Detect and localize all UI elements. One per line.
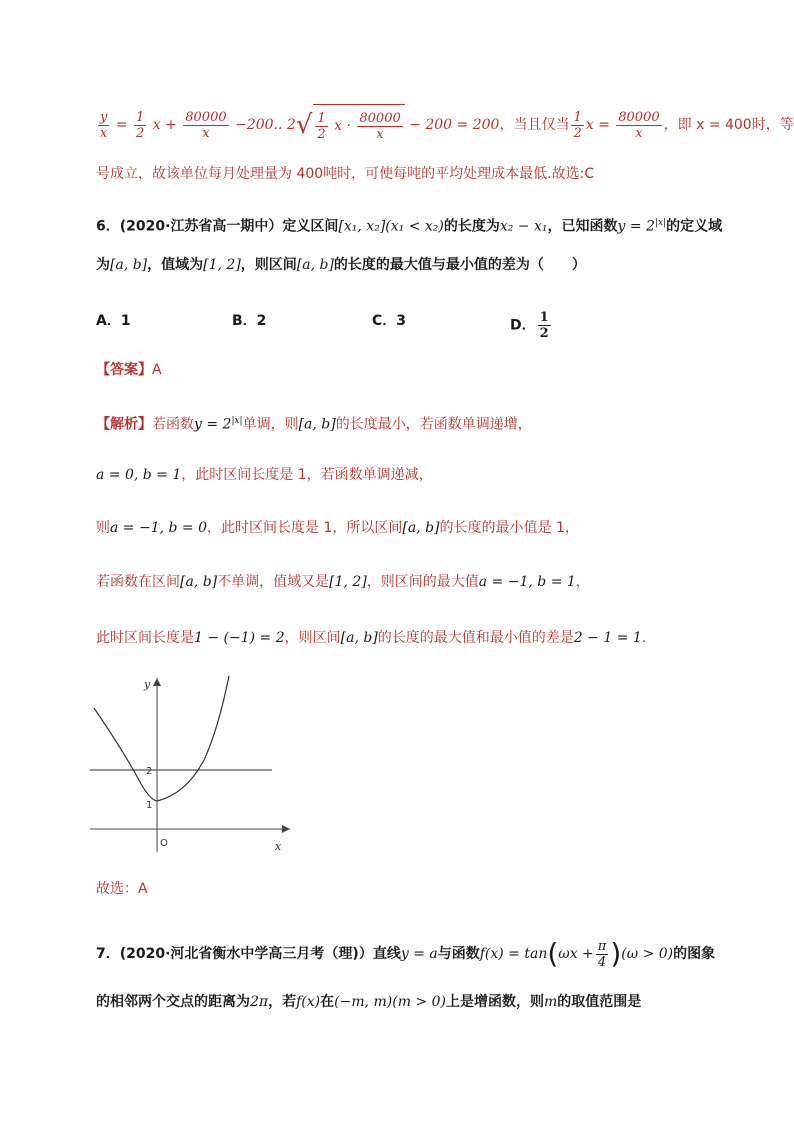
math-text: (x₁ < x₂) (385, 218, 444, 235)
text: 的长度的最大值和最小值的差是 (377, 630, 574, 646)
math-text: x = (585, 117, 610, 133)
text: 不单调，值域又是 (217, 574, 330, 590)
text: ，此时区间长度是 1，若函数单调递减， (181, 467, 433, 483)
paren-left: ( (547, 937, 559, 970)
text: ，则区间 (284, 630, 341, 646)
math-text: x + (152, 117, 177, 133)
text: 在 (320, 994, 335, 1010)
text: ，即 x = 400时，等 (663, 117, 794, 133)
text: 此时区间长度是 (96, 630, 194, 646)
math-text: [a, b] (402, 520, 440, 536)
text: ，则区间 (240, 257, 297, 273)
text: D． (510, 317, 536, 334)
math-text: [a, b] (298, 416, 336, 433)
x-axis-arrow (282, 825, 290, 833)
question7-stem-line2 (96, 992, 641, 1012)
math-text: (−m, m)(m > 0) (334, 994, 446, 1010)
analysis-line2 (96, 465, 433, 485)
analysis-line4 (96, 572, 590, 592)
text: 的图象 (673, 946, 716, 962)
math-text: a = −1, b = 1 (478, 574, 576, 590)
text: 单调，则 (242, 416, 299, 433)
analysis-line5 (96, 628, 646, 648)
paren-right: ) (610, 937, 622, 970)
fraction: $\frac{y}{x}$ (100, 109, 108, 141)
solution5-formula-line (96, 104, 794, 144)
fraction: $\frac{\pi}{4}$ (597, 938, 607, 970)
option-b: B．2 (232, 313, 267, 329)
math-text: .. (273, 117, 283, 133)
answer-value: A (152, 362, 162, 378)
math-text: 2 − 1 = 1 (573, 630, 642, 646)
math-text: |x| (654, 218, 667, 228)
sqrt-sign: √ (295, 110, 313, 140)
math-text: [1, 2] (203, 257, 241, 273)
math-text: y = a (400, 946, 438, 962)
math-text: ωx + (558, 946, 594, 962)
math-text: x · (334, 118, 351, 134)
text: 的长度的最大值与最小值的差为（ ） (333, 257, 586, 273)
text: ，则区间的最大值 (366, 574, 479, 590)
text: 的长度为 (443, 218, 500, 235)
function-graph (90, 672, 300, 858)
math-text: [a, b] (110, 257, 148, 273)
math-text: f(x) = tan (479, 946, 548, 962)
question6-stem-line2 (96, 255, 586, 275)
fraction: $\frac{1}{2}$ (317, 110, 326, 142)
text: ，若 (268, 994, 297, 1010)
text: ， (575, 574, 590, 590)
math-text: a = −1, b = 0 (110, 520, 208, 536)
math-text: 2 (286, 117, 296, 133)
text: 的长度的最小值是 1， (439, 520, 579, 536)
analysis-line1 (96, 411, 532, 435)
math-text: y = 2 (194, 416, 232, 433)
option-c: C．3 (372, 313, 407, 329)
analysis-line3 (96, 518, 579, 538)
math-text: y = 2 (617, 218, 655, 235)
math-text: [a, b] (180, 574, 218, 590)
math-text: |x| (231, 416, 243, 426)
x-axis-label: x (275, 840, 282, 853)
math-text: −200 (235, 117, 274, 133)
tick-label-2: 2 (146, 766, 153, 777)
text: 为 (96, 257, 110, 273)
math-text: (ω > 0) (621, 946, 674, 962)
fraction: $\frac{80000}{x}$ (359, 110, 401, 142)
text: 若函数 (152, 416, 194, 433)
math-text: = (115, 117, 128, 133)
question6-stem-line1 (96, 213, 722, 237)
conclusion-line: 故选：A (96, 881, 148, 897)
fraction: $\frac{1}{2}$ (136, 109, 145, 141)
text: 若函数在区间 (96, 574, 180, 590)
math-text: [a, b] (340, 630, 378, 646)
sqrt-content (313, 104, 404, 146)
text: ，值域为 (147, 257, 204, 273)
fraction: $\frac{80000}{x}$ (618, 109, 660, 141)
text: 的相邻两个交点的距离为 (96, 994, 250, 1010)
text: 的取值范围是 (557, 994, 642, 1010)
solution5-conclusion: 号成立，故该单位每月处理量为 400吨时，可使每吨的平均处理成本最低.故选:C (96, 166, 595, 182)
y-axis-label: y (144, 678, 151, 691)
math-text: [a, b] (296, 257, 334, 273)
text: 则 (96, 520, 110, 536)
curve-left-branch (94, 708, 157, 801)
tick-label-1: 1 (146, 800, 153, 811)
answer-line (96, 360, 162, 380)
option-a: A．1 (96, 313, 131, 329)
math-text: [1, 2] (329, 574, 367, 590)
text: 6．(2020·江苏省高一期中）定义区间 (96, 218, 339, 235)
math-text: x₂ − x₁ (499, 218, 548, 235)
text: . (641, 630, 647, 646)
option-d (510, 310, 553, 341)
math-text: 1 − (−1) = 2 (194, 630, 285, 646)
text: 的定义域 (666, 218, 723, 235)
math-text: − 200 = 200 (409, 117, 500, 133)
answer-label: 【答案】 (96, 362, 152, 378)
analysis-label: 【解析】 (96, 416, 152, 433)
text: ，此时区间长度是 1，所以区间 (207, 520, 403, 536)
math-text: f(x) (296, 994, 321, 1010)
math-text: 2π (250, 994, 269, 1010)
fraction: $\frac{1}{2}$ (573, 109, 582, 141)
fraction: $\frac{80000}{x}$ (185, 109, 227, 141)
curve-right-branch (157, 676, 229, 801)
text: ，当且仅当 (499, 117, 570, 133)
text: 7．(2020·河北省衡水中学高三月考（理)）直线 (96, 946, 401, 962)
text: 与函数 (437, 946, 480, 962)
text: 的长度最小，若函数单调递增， (335, 416, 532, 433)
text: 上是增函数，则 (445, 994, 544, 1010)
math-text: [x₁, x₂] (338, 218, 386, 235)
fraction: $\frac{1}{2}$ (539, 310, 549, 341)
y-axis-arrow (153, 678, 161, 686)
text: ，已知函数 (547, 218, 618, 235)
origin-label: O (160, 838, 168, 849)
math-text: a = 0, b = 1 (96, 467, 182, 483)
question7-stem-line1 (96, 934, 715, 974)
math-text: m (543, 994, 558, 1010)
